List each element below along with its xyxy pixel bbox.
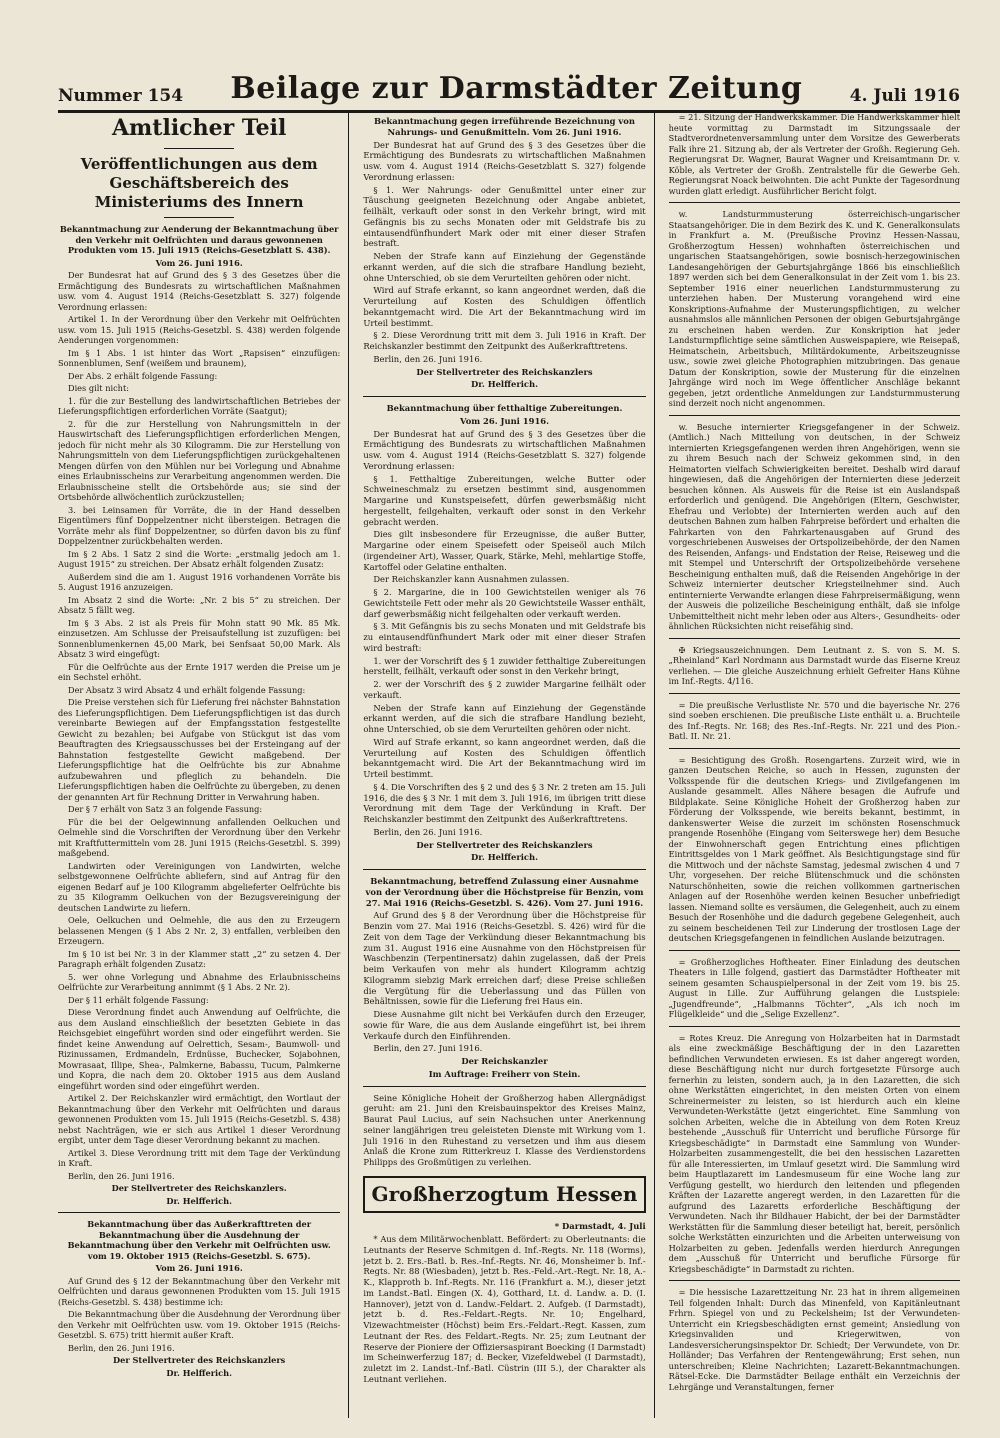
- paragraph: Diese Verordnung findet auch Anwendung auf Oelfrüchte, die aus dem Ausland einschließlich der besetzten Gebiete in das Reichsgebiet eingeführt worden sind oder eingeführt werden. Sie findet keine Anwendung auf Oelrettich, Sesam-, Baumwoll- und Rizinussamen, Erdmandeln, Erdnüsse, Buchecker, Sojabohnen, Mowrasaat, Illipe, Shea-, Palmkerne, Babassu, Tucum, Palmkerne und Kopra, die nach dem 20. Oktober 1915 aus dem Ausland eingeführt worden sind oder eingeführt werden.: [58, 1007, 341, 1091]
- paragraph: Die Bekanntmachung über die Ausdehnung der Verordnung über den Verkehr mit Oelfrüchten usw. vom 19. Oktober 1915 (Reichs-Gesetzbl. S. 675) tritt hiermit außer Kraft.: [58, 1309, 341, 1341]
- section-title: Amtlicher Teil: [111, 115, 287, 141]
- notice-heading: Bekanntmachung über das Außerkrafttreten der Bekanntmachung über die Ausdehnung der Bekanntmachung über den Verkehr mit Oelfrüchten usw. vom 19. Oktober 1915 (Reichs-Gesetzbl. S. 675).: [67, 1219, 331, 1261]
- signature-title: Der Stellvertreter des Reichskanzlers: [113, 1355, 286, 1366]
- paragraph: Der Abs. 2 erhält folgende Fassung:: [68, 370, 218, 381]
- divider: [363, 869, 645, 870]
- notice-heading: Bekanntmachung gegen irreführende Bezeichnung von Nahrungs- und Genußmitteln. Vom 26. Juni 1916.: [374, 116, 635, 137]
- paragraph: Für die Oelfrüchte aus der Ernte 1917 werden die Preise um je ein Sechstel erhöht.: [58, 661, 341, 683]
- place-date: Berlin, den 27. Juni 1916.: [373, 1043, 483, 1054]
- news-item: = Die preußische Verlustliste Nr. 570 und die bayerische Nr. 276 sind soeben erschienen. Die preußische Liste enthält u. a. Bruchteile des Inf.-Regts. Nr. 168; des Res.-Inf.-Regts. Nr. 221 und des Pion.-Batl. II. Nr. 21.: [668, 699, 960, 741]
- paragraph: 5. wer ohne Vorlegung und Abnahme des Erlaubnisscheins Oelfrüchte zur Verarbeitung annimmt (§ 1 Abs. 2 Nr. 2).: [58, 971, 341, 993]
- signature-name: Dr. Helfferich.: [470, 379, 539, 390]
- columns: [58, 112, 960, 1418]
- signature-title: Der Stellvertreter des Reichskanzlers.: [111, 1183, 287, 1194]
- paragraph: Auf Grund des § 12 der Bekanntmachung über den Verkehr mit Oelfrüchten und daraus gewonnenen Produkten vom 15. Juli 1915 (Reichs-Gesetzbl. S. 438) bestimme ich:: [58, 1275, 341, 1307]
- paragraph: Außerdem sind die am 1. August 1916 vorhandenen Vorräte bis 5. August 1916 anzuzeigen.: [58, 571, 341, 593]
- notice-heading: Bekanntmachung über fetthaltige Zubereitungen.: [386, 403, 623, 413]
- paragraph: Im § 1 Abs. 1 ist hinter das Wort „Rapsisen“ einzufügen: Sonnenblumen, Senf (weißem und braunem),: [58, 347, 341, 369]
- paragraph: Wird auf Strafe erkannt, so kann angeordnet werden, daß die Verurteilung auf Kosten des Schuldigen öffentlich bekanntgemacht wird. Die Art der Bekanntmachung wird im Urteil bestimmt.: [363, 736, 646, 779]
- paragraph: Der Bundesrat hat auf Grund des § 3 des Gesetzes über die Ermächtigung des Bundesrats zu wirtschaftlichen Maßnahmen usw. vom 4. August 1914 (Reichs-Gesetzblatt S. 327) folgende Verordnung erlassen:: [58, 270, 341, 312]
- paragraph: Wird auf Strafe erkannt, so kann angeordnet werden, daß die Verurteilung auf Kosten des Schuldigen öffentlich bekanntgemacht wird. Die Art der Bekanntmachung wird im Urteil bestimmt.: [363, 285, 646, 328]
- place-date: Berlin, den 26. Juni 1916.: [373, 826, 483, 837]
- masthead: [58, 60, 960, 113]
- notice-date: Vom 26. Juni 1916.: [155, 257, 243, 268]
- divider: [164, 148, 234, 149]
- divider: [363, 1086, 645, 1087]
- paragraph: Auf Grund des § 8 der Verordnung über die Höchstpreise für Benzin vom 27. Mai 1916 (Reichs-Gesetzbl. S. 426) wird für die Zeit von dem Tage der Verkündung dieser Bekanntmachung bis zum 31. August 1916 eine Ausnahme von den Höchstpreisen für Waschbenzin (Terpentinersatz) dahin zugelassen, daß der Preis beim Verkaufen von mehr als hundert Kilogramm achtzig Kilogramm siebzig Mark erreichen darf; diese Preise schließen die Vergütung für die Ueberlassung und das Füllen von Behältnissen, sowie für die Lieferung frei Haus ein.: [363, 910, 646, 1007]
- paragraph: § 1. Wer Nahrungs- oder Genußmittel unter einer zur Täuschung geeigneten Bezeichnung oder Angabe anbietet, feilhält, verkauft oder sonst in den Verkehr bringt, wird mit Gefängnis bis zu sechs Monaten oder mit Geldstrafe bis zu eintausendfünfhundert Mark oder mit einer dieser Strafen bestraft.: [363, 184, 646, 249]
- paragraph: Dies gilt insbesondere für Erzeugnisse, die außer Butter, Margarine oder einem Speisefett oder Speiseöl auch Milch (irgendeiner Art), Wasser, Quark, Stärke, Mehl, mehlartige Stoffe, Kartoffel oder Gelatine enthalten.: [363, 529, 646, 572]
- divider: [58, 1212, 340, 1213]
- signature-name: Im Auftrage: Freiherr von Stein.: [428, 1068, 581, 1079]
- divider: [669, 1280, 960, 1281]
- paragraph: Der Bundesrat hat auf Grund des § 3 des Gesetzes über die Ermächtigung des Bundesrats zu wirtschaftlichen Maßnahmen usw. vom 4. August 1914 (Reichs-Gesetzblatt S. 327) folgende Verordnung erlassen:: [363, 139, 646, 182]
- paragraph: § 1. Fetthaltige Zubereitungen, welche Butter oder Schweineschmalz zu ersetzen bestimmt sind, ausgenommen Margarine und Kunstspeisefett, dürfen gewerbsmäßig nicht hergestellt, feilgehalten, verkauft oder sonst in den Verkehr gebracht werden.: [363, 473, 646, 527]
- divider: [164, 217, 234, 218]
- paragraph: 2. wer der Vorschrift des § 2 zuwider Margarine feilhält oder verkauft.: [363, 679, 646, 700]
- notice-heading: Bekanntmachung, betreffend Zulassung einer Ausnahme von der Verordnung über die Höchstpreise für Benzin, vom 27. Mai 1916 (Reichs-Gesetzbl. S. 426). Vom 27. Juni 1916.: [365, 876, 644, 908]
- paragraph: Neben der Strafe kann auf Einziehung der Gegenstände erkannt werden, auf die sich die strafbare Handlung bezieht, ohne Unterschied, ob sie dem Verurteilten gehören oder nicht.: [363, 251, 646, 283]
- paragraph: Für die bei der Oelgewinnung anfallenden Oelkuchen und Oelmehle sind die Vorschriften der Verordnung über den Verkehr mit Kraftfuttermitteln vom 28. Juni 1915 (Reichs-Gesetzbl. S. 399) maßgebend.: [58, 816, 341, 859]
- newspaper-title: Beilage zur Darmstädter Zeitung: [230, 71, 803, 106]
- paragraph: Landwirten oder Vereinigungen von Landwirten, welche selbstgewonnene Oelfrüchte abliefern, sind auf Antrag für den eigenen Bedarf auf je 100 Kilogramm abgelieferter Oelfrüchte bis zu 35 Kilogramm Oelkuchen von der Bezugsvereinigung der deutschen Landwirte zu liefern.: [58, 860, 341, 913]
- paragraph: Neben der Strafe kann auf Einziehung der Gegenstände erkannt werden, auf die sich die strafbare Handlung bezieht, ohne Unterschied, ob sie dem Verurteilten gehören oder nicht.: [363, 702, 646, 734]
- divider: [363, 396, 645, 397]
- paragraph: Artikel 1. In der Verordnung über den Verkehr mit Oelfrüchten usw. vom 15. Juli 1915 (Reichs-Gesetzbl. S. 438) werden folgende Aenderungen vorgenommen:: [58, 314, 341, 346]
- column-2: [363, 112, 654, 1418]
- notice-date: Vom 26. Juni 1916.: [459, 415, 550, 426]
- divider: [669, 1026, 960, 1027]
- paragraph: Die Preise verstehen sich für Lieferung frei nächster Bahnstation des Lieferungspflichtigen. Dem Lieferungspflichtigen ist das durch vereinbarte Bewiegen auf der Empfangsstation festgestellte Gewicht zu bezahlen; bei Aufgabe von Stückgut ist das vom Beauftragten des Kriegsausschusses bei der Ersteingang auf der Bahnstation festgestellte Gewicht maßgebend. Der Lieferungspflichtige hat die Oelfrüchte bis zur Abnahme aufzubewahren und pfleglich zu behandeln. Die Lieferungspflichtigen haben die Oelfrüchte zu übergeben, zu denen der genannten Art für Rechnung Dritter in Verwahrung haben.: [58, 697, 341, 802]
- section-box-title: Großherzogtum Hessen: [363, 1176, 645, 1214]
- news-item: = 21. Sitzung der Handwerkskammer. Die Handwerkskammer hielt heute vormittag zu Darmstadt im Sitzungssaale der Stadtverordnetenversammlung unter dem Vorsitze des Gewerberats Falk ihre 21. Sitzung ab, der als Vertreter der Großh. Regierung Geh. Regierungsrat Dr. Wagner, Baurat Wagner und Kreisamtmann Dr. v. Köble, als Vertreter der Großh. Zentralstelle für die Gewerbe Geh. Regierungsrat Noack beiwohnten. Die acht Punkte der Tagesordnung wurden glatt erledigt. Ausführlicher Bericht folgt.: [668, 112, 960, 196]
- news-item: ✠ Kriegsauszeichnungen. Dem Leutnant z. S. von S. M. S. „Rheinland“ Karl Nordmann aus Darmstadt wurde das Eiserne Kreuz verliehen. — Die gleiche Auszeichnung erhielt Gefreiter Hans Kühne im Inf.-Regts. 4/116.: [668, 644, 960, 686]
- paragraph: Der § 11 erhält folgende Fassung:: [68, 994, 209, 1005]
- paragraph: Artikel 2. Der Reichskanzler wird ermächtigt, den Wortlaut der Bekanntmachung über den Verkehr mit Oelfrüchten und daraus gewonnenen Produkten vom 15. Juli 1915 (Reichs-Gesetzbl. S. 438) nebst Nachträgen, wie er sich aus Artikel 1 dieser Verordnung ergibt, unter dem Tage dieser Verordnung bekannt zu machen.: [58, 1093, 341, 1146]
- paragraph: Diese Ausnahme gilt nicht bei Verkäufen durch den Erzeuger, sowie für Ware, die aus dem Auslande eingeführt ist, bei ihrem Verkaufe durch den Einführenden.: [363, 1009, 646, 1041]
- column-1: [58, 112, 349, 1418]
- signature-name: Dr. Helfferich.: [166, 1367, 232, 1378]
- section-subtitle: Veröffentlichungen aus dem Geschäftsbereich des Ministeriums des Innern: [80, 155, 318, 211]
- notice-heading: Bekanntmachung zur Aenderung der Bekanntmachung über den Verkehr mit Oelfrüchten und daraus gewonnenen Produkten vom 15. Juli 1915 (Reichs-Gesetzblatt S. 438).: [59, 224, 339, 256]
- paragraph: Der § 7 erhält von Satz 3 an folgende Fassung:: [68, 804, 263, 815]
- paragraph: Der Absatz 3 wird Absatz 4 und erhält folgende Fassung:: [68, 684, 306, 695]
- news-item: w. Besuche internierter Kriegsgefangener in der Schweiz. (Amtlich.) Nach Mitteilung von deutschen, in der Schweiz internierten Kriegsgefangenen werden ihren Angehörigen, wenn sie zu ihrem Besuch nach der Schweiz gekommen sind, in den Heimatorten vielfach Schwierigkeiten bereitet. Deshalb wird darauf hingewiesen, daß die Angehörigen der Internierten diese jederzeit besuchen können. Als Ausweis für die Reise ist ein Auslandspaß erforderlich und genügend. Die Angehörigen (Eltern, Geschwister, Ehefrau und Verlobte) der Internierten werden auch auf den deutschen Bahnen zum halben Fahrpreise befördert und erhalten die Fahrkarten von den Fahrkartenausgaben auf Grund des vorgeschriebenen Ausweises der Ortspolizeibehörde, der den Namen des Reisenden, Anfangs- und Endstation der Reise, Reiseweg und die mit Stempel und Unterschrift der Ortspolizeibehörde versehene Bescheinigung enthalten muß, daß die Reisenden Angehörige in der Schweiz internierter deutscher Kriegsteilnehmer sind. Auch entinternierte Verwandte erlangen diese Fahrpreisermäßigung, wenn der Ausweis die polizeiliche Bescheinigung enthält, daß sie infolge Unbemitteltheit nicht mehr leben oder aus Alters-, Gesundheits- oder ähnlichen Rücksichten nicht reisefähig sind.: [668, 421, 960, 631]
- divider: [669, 415, 960, 416]
- paragraph: Im § 3 Abs. 2 ist als Preis für Mohn statt 90 Mk. 85 Mk. einzusetzen. Am Schlusse der Preisaufstellung ist zuzufügen: bei Sonnenblumenkernen 45,00 Mark, bei Senfsaat 50,00 Mark. Als Absatz 3 wird eingefügt:: [58, 617, 341, 660]
- dateline: * Darmstadt, 4. Juli: [554, 1221, 646, 1232]
- news-item: = Besichtigung des Großh. Rosengartens. Zurzeit wird, wie in ganzen Deutschen Reiche, so auch in Hessen, zugunsten der Volksspende für die deutschen Kriegs- und Zivilgefangenen im Auslande gesammelt. Alles Nähere besagen die Aufrufe und Bildplakate. Seine Königliche Hoheit der Großherzog haben zur Förderung der Volksspende, wie bereits bekannt, bestimmt, in dankenswerter Weise die zurzeit im schönsten Rosenschmuck prangende Rosenhöhe (Eingang vom Seiterswege her) dem Besuche der Einwohnerschaft gegen Entrichtung eines pflichtigen Eintrittsgeldes von 1 Mark geöffnet. Als Besichtigungstage sind für die Mittwoch und der nächste Samstag, jedesmal zwischen 4 und 7 Uhr, vorgesehen. Der reiche Blütenschmuck und die schönsten Naturschönheiten, sowie die reichen vollkommen gartnerischen Anlagen auf der Rosenhöhe werden keinen Besucher unbefriedigt lassen. Niemand sollte es versäumen, die Gelegenheit, auch zu einem Besuch der Rosenhöhe und die dadurch gegebene Gelegenheit, auch zu seinem bescheidenen Teil zur Linderung der trostlosen Lage der deutschen Kriegsgefangenen in feindlichen Auslande beizutragen.: [668, 754, 960, 943]
- paragraph: Oele, Oelkuchen und Oelmehle, die aus den zu Erzeugern belassenen Mengen (§ 1 Abs 2 Nr. 2, 3) entfallen, verbleiben den Erzeugern.: [58, 915, 341, 947]
- place-date: Berlin, den 26. Juni 1916.: [373, 353, 483, 364]
- paragraph: 1. wer der Vorschrift des § 1 zuwider fetthaltige Zubereitungen herstellt, feilhält, verkauft oder sonst in den Verkehr bringt,: [363, 655, 646, 677]
- news-item: w. Landsturmmusterung österreichisch-ungarischer Staatsangehöriger. Die in dem Bezirk des K. und K. Generalkonsulats in Frankfurt a. M. (Preußische Provinz Hessen-Nassau, Großherzogtum Hessen) wohnhaften österreichischen und ungarischen Staatsangehörigen, sowie bosnisch-herzegowinischen Landesangehörigen der Geburtsjahrgänge 1866 bis einschließlich 1897 werden sich bei dem Generalkonsulat in der Zeit vom 1. bis 23. September 1916 einer neuerlichen Landsturmmusterung zu unterziehen haben. Der Musterung vorangehend wird eine Konskriptions-Aufnahme der Musterungspflichtigen, zu welcher ausnahmslos alle männlichen Personen der obigen Geburtsjahrgänge zu erscheinen haben werden. Zur Konskription hat jeder Landsturmpflichtige seine sämtlichen Ausweispapiere, wie Reisepaß, Heimatschein, Arbeitsbuch, Militärdokumente, Arbeitszeugnisse usw., sowie zwei gleiche Photographien mitzubringen. Das genaue Datum der Konskription, sowie der Musterung für die einzelnen Jahrgänge wird noch im Wege öffentlicher Anschläge bekannt gegeben, jetzt ordentliche Anmeldungen zur Landsturmmusterung sind derzeit noch nicht angenommen.: [668, 209, 960, 408]
- divider: [669, 748, 960, 749]
- divider: [669, 638, 960, 639]
- news-item: = Die hessische Lazarettzeitung Nr. 23 hat in ihrem allgemeinen Teil folgenden Inhalt: Durch das Minenfeld, von Kapitänleutnant Frhrn. Spiegel von und zu Peckelsheim; Ist der Verwundeten-Unterricht ein Kriegsbeschädigten ernst gemeint; Ansiedlung von Kriegsinvaliden und Kriegerwitwen, von Landesversicherungsinspektor Dr. Schiedt; Der Verwundete, von Dr. Holländer; Das Verfahren der Rentengewährung; Erst sehen, nun unterschreiben; Kleine Nachrichten; Lazarett-Bekanntmachungen. Rätsel-Ecke. Die Darmstädter Beilage enthält ein Verzeichnis der Lehrgänge und Veranstaltungen, ferner: [668, 1287, 960, 1392]
- signature-title: Der Stellvertreter des Reichskanzlers: [416, 366, 593, 377]
- signature-title: Der Stellvertreter des Reichskanzlers: [416, 839, 593, 850]
- divider: [669, 950, 960, 951]
- paragraph: 2. für die zur Herstellung von Nahrungsmitteln in der Hauswirtschaft des Lieferungspflichtigen erforderlichen Mengen, jedoch für nicht mehr als 30 Kilogramm. Die zur Herstellung von Nahrungsmitteln von dem Lieferungspflichtigen zurückgehaltenen Mengen dürfen von den Mühlen nur bei Vorlegung und Abnahme eines Erlaubnisscheins zur Verarbeitung angenommen werden. Die Erlaubnisscheine stellt die Ortsbehörde aus; sie sind der Ortsbehörde allwöchentlich zurückzustellen;: [58, 418, 341, 503]
- paragraph: Im Absatz 2 sind die Worte: „Nr. 2 bis 5“ zu streichen. Der Absatz 5 fällt weg.: [58, 594, 341, 616]
- paragraph: Der Reichskanzler kann Ausnahmen zulassen.: [373, 574, 570, 585]
- paragraph: * Aus dem Militärwochenblatt. Befördert: zu Oberleutnants: die Leutnants der Reserve Schmitgen d. Inf.-Regts. Nr. 118 (Worms), jetzt b. 2. Ers.-Batl. b. Res.-Inf.-Regts. Nr. 46, Monsheimer b. Inf.-Regts. Nr. 88 (Wiesbaden), jetzt b. Res.-Feld.-Art.-Regt. Nr. 18, A.-K., Klapproth b. Inf.-Regts. Nr. 116 (Frankfurt a. M.), dieser jetzt im Landst.-Batl. Eingen (X. 4), Gotthard, Lt. d. Landw. a. D. (I. Hannover), jetzt von d. Landw.-Feldart. 2. Aufgeb. (I Darmstadt), jetzt b. d. Res.-Feldart.-Regts. Nr. 10; Engelhard, Vizewachtmeister (Höchst) beim Ers.-Feldart.-Regt. Kassen, zum Leutnant der Res. des Feldart.-Regts. Nr. 25; zum Leutnant der Reserve der Pioniere der Offiziersaspirant Boecking (I Darmstadt) im Scheinwerferzug 187; d. Becker, Vizefeldwebel (I Darmstadt), zuletzt im 2. Landst.-Inf.-Batl. Cüstrin (III 5.), der Charakter als Leutnant verliehen.: [363, 1234, 646, 1384]
- place-date: Berlin, den 26. Juni 1916.: [68, 1170, 175, 1181]
- signature-name: Dr. Helfferich.: [166, 1195, 232, 1206]
- divider: [669, 693, 960, 694]
- paragraph: § 2. Diese Verordnung tritt mit dem 3. Juli 1916 in Kraft. Der Reichskanzler bestimmt den Zeitpunkt des Außerkrafttretens.: [363, 330, 646, 351]
- paragraph: Artikel 3. Diese Verordnung tritt mit dem Tage der Verkündung in Kraft.: [58, 1147, 341, 1169]
- place-date: Berlin, den 26. Juni 1916.: [68, 1342, 175, 1353]
- column-3: [669, 112, 960, 1418]
- signature-name: Dr. Helfferich.: [470, 852, 539, 863]
- paragraph: § 4. Die Vorschriften des § 2 und des § 3 Nr. 2 treten am 15. Juli 1916, die des § 3 Nr. 1 mit dem 3. Juli 1916, im übrigen tritt diese Verordnung mit dem Tage der Verkündung in Kraft. Der Reichskanzler bestimmt den Zeitpunkt des Außerkrafttretens.: [363, 781, 646, 824]
- divider: [669, 202, 960, 203]
- signature-title: Der Reichskanzler: [461, 1056, 548, 1066]
- paragraph: Im § 2 Abs. 1 Satz 2 sind die Worte: „erstmalig jedoch am 1. August 1915“ zu streichen. Der Absatz erhält folgenden Zusatz:: [58, 548, 341, 570]
- paragraph: Seine Königliche Hoheit der Großherzog haben Allergnädigst geruht: am 21. Juni den Kreisbauinspektor des Kreises Mainz, Baurat Paul Lucius, auf sein Nachsuchen unter Anerkennung seiner langjährigen treu geleisteten Dienste mit Wirkung vom 1. Juli 1916 in den Ruhestand zu versetzen und ihm aus diesem Anlaß die Krone zum Ritterkreuz I. Klasse des Verdienstordens Philipps des Großmütigen zu verleihen.: [363, 1092, 646, 1167]
- paragraph: § 3. Mit Gefängnis bis zu sechs Monaten und mit Geldstrafe bis zu eintausendfünfhundert Mark oder mit einer dieser Strafen wird bestraft:: [363, 621, 646, 653]
- paragraph: 3. bei Leinsamen für Vorräte, die in der Hand desselben Eigentümers fünf Doppelzentner nicht übersteigen. Betragen die Vorräte mehr als fünf Doppelzentner, so dürfen davon bis zu fünf Doppelzentner zurückbehalten werden.: [58, 504, 341, 547]
- paragraph: Im § 10 ist bei Nr. 3 in der Klammer statt „2“ zu setzen 4. Der Paragraph erhält folgenden Zusatz:: [58, 948, 341, 970]
- notice-date: Vom 26. Juni 1916.: [155, 1263, 243, 1274]
- paragraph: Dies gilt nicht:: [68, 383, 130, 394]
- paragraph: 1. für die zur Bestellung des landwirtschaftlichen Betriebes der Lieferungspflichtigen erforderlichen Vorräte (Saatgut);: [58, 395, 341, 417]
- issue-number: Nummer 154: [58, 86, 184, 106]
- paragraph: Der Bundesrat hat auf Grund des § 3 des Gesetzes über die Ermächtigung des Bundesrats zu wirtschaftlichen Maßnahmen usw. vom 4. August 1914 (Reichs-Gesetzblatt S. 327) folgende Verordnung erlassen:: [363, 428, 646, 471]
- issue-date: 4. Juli 1916: [849, 86, 960, 106]
- paragraph: § 2. Margarine, die in 100 Gewichtsteilen weniger als 76 Gewichtsteile Fett oder mehr als 20 Gewichtsteile Wasser enthält, darf gewerbsmäßig nicht feilgehalten oder verkauft werden.: [363, 587, 646, 619]
- news-item: = Großherzogliches Hoftheater. Einer Einladung des deutschen Theaters in Lille folgend, gastiert das Darmstädter Hoftheater mit seinem gesamten Schauspielpersonal in der Zeit vom 19. bis 25. August in Lille. Zur Aufführung gelangen die Lustspiele: „Jugendfreunde“, „Halbmanns Töchter“, „Als ich noch im Flügelkleide“ und die „Selige Exzellenz“.: [668, 956, 960, 1019]
- news-item: = Rotes Kreuz. Die Anregung von Holzarbeiten hat in Darmstadt als eine zweckmäßige Beschäftigung der in den Lazaretten befindlichen Verwundeten erwiesen. Es ist daher angeregt worden, diese Beschäftigung nicht nur durch fortgesetzte Fürsorge auch fernerhin zu leisten, sondern auch, ja in den Lazaretten, die sich ohne Werkstätten eingerichtet, in den meisten Orten von einem Schreinermeister zu leisten, so ist hierdurch auch ein kleine Verwundeten-Werkstätte (jetzt eingerichtet. Eine Sammlung von solchen Arbeiten, welche die in Abteilung von dem Roten Kreuz bestehende „Ausschuß für Unterricht und berufliche Fürsorge für Kriegsbeschädigte“ in Darmstadt eine Sammlung von Wunder-Holzarbeiten zusammengestellt, die bei den hessischen Lazaretten für alle Interessierten, im Umlauf gesetzt wird. Die Sammlung wird beim Hauptlazarett im Landesmuseum für eine Woche lang zur Verfügung gestellt, wo hierdurch den leitenden und pflegenden Kräften der Lazarette angeregt werden, in den Lazaretten für die aufgrund des Lazaretts erforderliche Beschäftigung der Verwundeten. Nach ihr Bildhauer Habicht, der bei der Darmstädter Werkstätten für die Sammlung dieser beteiligt hat, bereit, persönlich solche Werkstätten einzurichten und die Arbeiten unterweisung von Holzarbeiten zu geben. Jedenfalls werden hierdurch Anregungen dem „Ausschuß für Unterricht und berufliche Fürsorge für Kriegsbeschädigte“ in Darmstadt zu richten.: [668, 1032, 960, 1274]
